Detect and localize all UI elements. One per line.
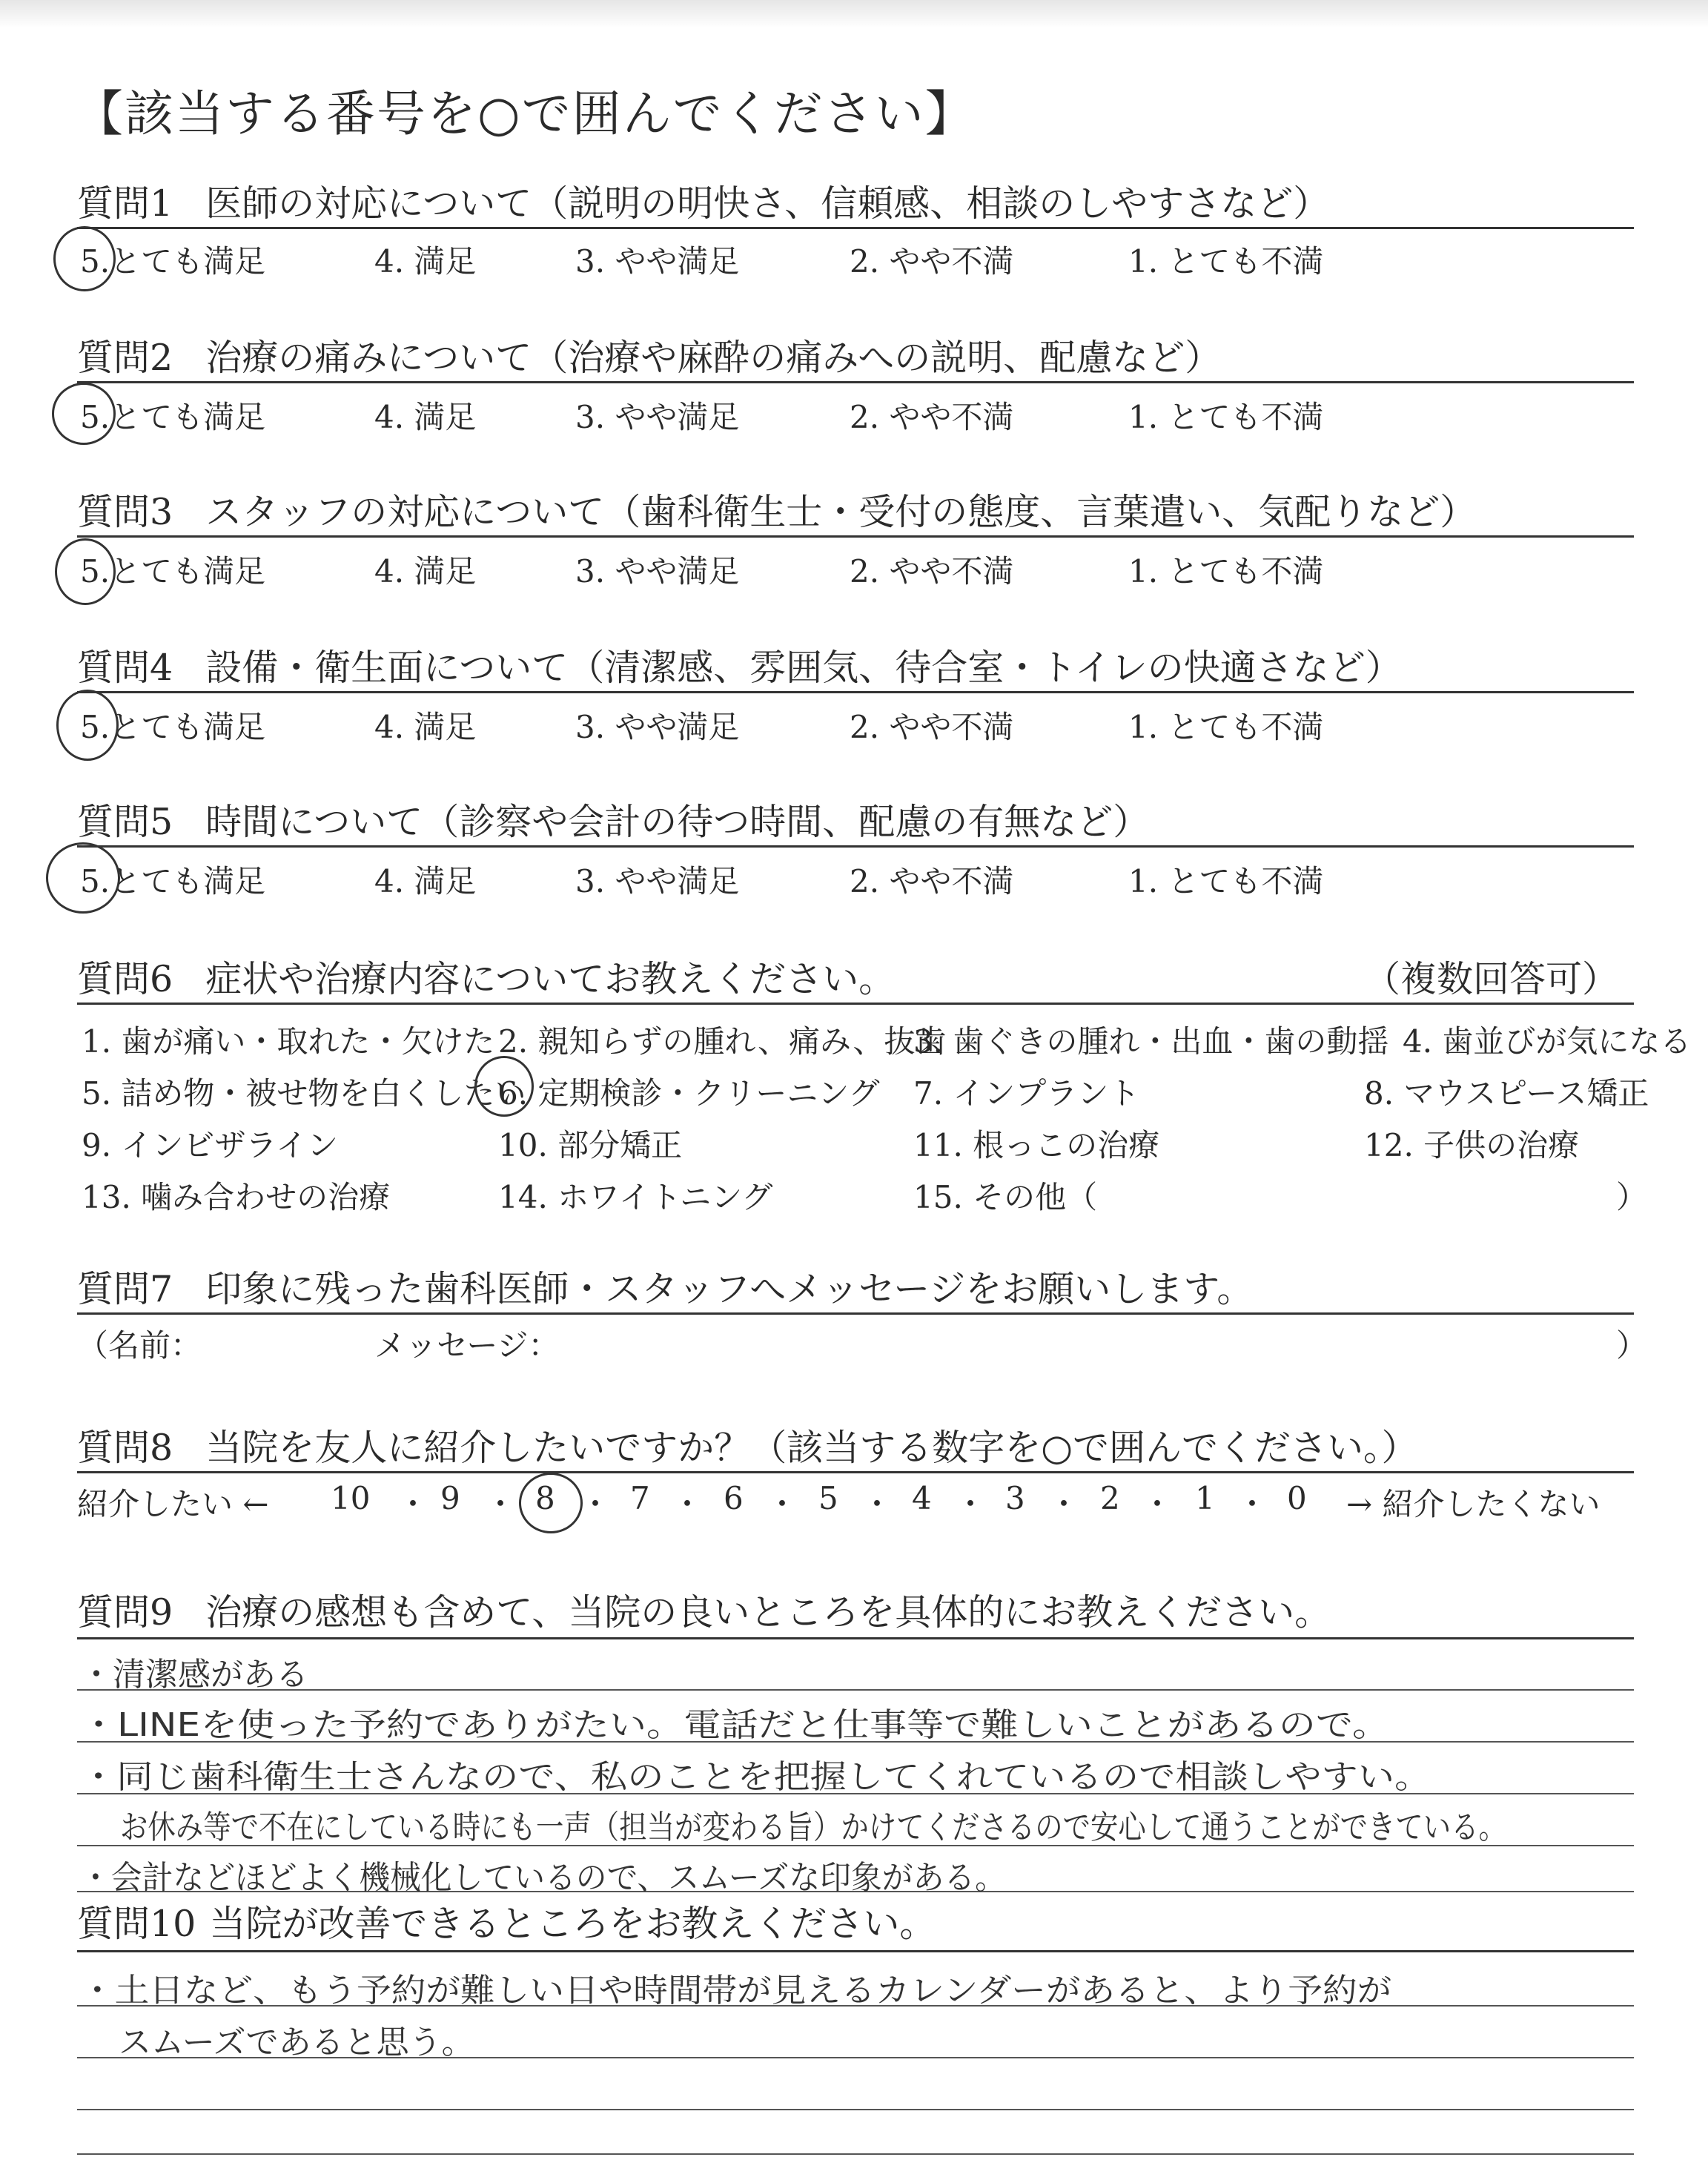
scale-dot: ・ <box>861 1486 893 1522</box>
option-5[interactable]: 5.とても満足 <box>80 243 266 280</box>
option-1[interactable]: 1. とても不満 <box>1128 709 1324 745</box>
scan-top-edge <box>0 0 1708 28</box>
question-2 <box>77 329 1221 381</box>
option-3[interactable]: 3. 歯ぐきの腫れ・出血・歯の動揺 <box>913 1023 1389 1060</box>
question-text: 治療の感想も含めて、当院の良いところを具体的にお教えください。 <box>205 1591 1331 1634</box>
question-rule <box>77 535 1634 538</box>
selection-circle <box>53 226 116 291</box>
option-5[interactable]: 5.とても満足 <box>80 399 266 435</box>
option-4[interactable]: 4. 満足 <box>374 399 477 435</box>
question-rule <box>77 227 1634 229</box>
handwritten-answer: ・清潔感がある <box>80 1656 308 1694</box>
scale-dot: ・ <box>1142 1486 1174 1522</box>
question-text: 印象に残った歯科医師・スタッフへメッセージをお願いします。 <box>205 1268 1254 1310</box>
scale-dot: ・ <box>955 1486 987 1522</box>
question-label: 質問1 <box>77 182 173 225</box>
question-text: 当院を友人に紹介したいですか？（該当する数字を○で囲んでください。） <box>205 1427 1418 1469</box>
scale-value[interactable]: 0 <box>1287 1480 1307 1516</box>
question-text: 当院が改善できるところをお教えください。 <box>209 1903 936 1945</box>
answer-line <box>77 2153 1634 2155</box>
question-text: 医師の対応について（説明の明快さ、信頼感、相談のしやすさなど） <box>205 182 1330 225</box>
option-2[interactable]: 2. やや不満 <box>850 399 1014 435</box>
question-text: 設備・衛生面について（清潔感、雰囲気、待合室・トイレの快適さなど） <box>205 647 1402 689</box>
answer-line <box>77 1689 1634 1691</box>
question-text: スタッフの対応について（歯科衛生士・受付の態度、言葉遣い、気配りなど） <box>205 491 1477 533</box>
handwritten-answer: ・土日など、もう予約が難しい日や時間帯が見えるカレンダーがあると、より予約が <box>80 1972 1392 2009</box>
option-5[interactable]: 5.とても満足 <box>80 553 266 589</box>
question-6 <box>77 951 895 1003</box>
question-label: 質問2 <box>77 337 173 379</box>
question-1 <box>77 175 1329 227</box>
scale-value[interactable]: 10 <box>331 1480 371 1516</box>
scale-dot: ・ <box>1048 1486 1080 1522</box>
option-2[interactable]: 2. やや不満 <box>850 863 1014 899</box>
question-label: 質問3 <box>77 491 173 533</box>
handwritten-answer: ・LINEを使った予約でありがたい。電話だと仕事等で難しいことがあるので。 <box>80 1706 1390 1744</box>
selection-circle <box>46 842 120 914</box>
scale-value[interactable]: 8 <box>535 1480 555 1516</box>
question-rule <box>77 1003 1634 1005</box>
question-text: 治療の痛みについて（治療や麻酔の痛みへの説明、配慮など） <box>205 337 1222 379</box>
scale-value[interactable]: 2 <box>1100 1480 1120 1516</box>
option-5[interactable]: 5.とても満足 <box>80 863 266 899</box>
selection-circle <box>56 690 119 761</box>
scale-right-label: → 紹介したくない <box>1346 1486 1601 1522</box>
scale-value[interactable]: 6 <box>724 1480 744 1516</box>
answer-line <box>77 2109 1634 2110</box>
option-1[interactable]: 1. とても不満 <box>1128 399 1324 435</box>
question-label: 質問6 <box>77 958 173 1000</box>
scale-dot: ・ <box>1237 1486 1268 1522</box>
selection-circle <box>474 1056 534 1117</box>
scale-dot: ・ <box>485 1486 517 1522</box>
question-7 <box>77 1261 1253 1312</box>
option-2[interactable]: 2. やや不満 <box>850 553 1014 589</box>
option-3[interactable]: 3. やや満足 <box>575 709 740 745</box>
question-rule <box>77 381 1634 383</box>
other-close-paren: ） <box>1616 1179 1648 1215</box>
option-3[interactable]: 3. やや満足 <box>575 863 740 899</box>
option-4[interactable]: 4. 満足 <box>374 709 477 745</box>
option-13[interactable]: 13. 噛み合わせの治療 <box>82 1179 391 1215</box>
scale-dot: ・ <box>397 1486 429 1522</box>
scale-value[interactable]: 3 <box>1005 1480 1025 1516</box>
scale-dot: ・ <box>580 1486 612 1522</box>
option-11[interactable]: 11. 根っこの治療 <box>913 1127 1160 1163</box>
name-label: （名前： <box>77 1327 202 1364</box>
handwritten-answer: スムーズであると思う。 <box>119 2024 474 2061</box>
page-title: 【該当する番号を○で囲んでください】 <box>74 85 976 142</box>
question-label: 質問4 <box>77 647 173 689</box>
option-2[interactable]: 2. やや不満 <box>850 243 1014 280</box>
option-5[interactable]: 5.とても満足 <box>80 709 266 745</box>
option-12[interactable]: 12. 子供の治療 <box>1364 1127 1580 1163</box>
question-rule <box>77 1471 1634 1473</box>
option-1[interactable]: 1. とても不満 <box>1128 863 1324 899</box>
question-text: 時間について（診察や会計の待つ時間、配慮の有無など） <box>205 801 1150 843</box>
option-9[interactable]: 9. インビザライン <box>82 1127 339 1163</box>
question-label: 質問10 <box>77 1903 196 1945</box>
scale-value[interactable]: 4 <box>912 1480 932 1516</box>
question-5 <box>77 793 1149 845</box>
scale-dot: ・ <box>767 1486 798 1522</box>
option-2[interactable]: 2. 親知らずの腫れ、痛み、抜歯 <box>498 1023 947 1060</box>
option-4[interactable]: 4. 歯並びが気になる <box>1403 1023 1692 1060</box>
option-4[interactable]: 4. 満足 <box>374 243 477 280</box>
handwritten-answer: お休み等で不在にしている時にも一声（担当が変わる旨）かけてくださるので安心して通うことができている。 <box>120 1809 1506 1846</box>
scale-value[interactable]: 9 <box>440 1480 460 1516</box>
option-5[interactable]: 5. 詰め物・被せ物を白くしたい <box>82 1075 526 1112</box>
scale-value[interactable]: 1 <box>1195 1480 1215 1516</box>
question-9 <box>77 1584 1331 1636</box>
option-3[interactable]: 3. やや満足 <box>575 553 740 589</box>
option-1[interactable]: 1. とても不満 <box>1128 553 1324 589</box>
selection-circle <box>55 538 116 605</box>
option-2[interactable]: 2. やや不満 <box>850 709 1014 745</box>
scale-value[interactable]: 7 <box>630 1480 650 1516</box>
selection-circle <box>52 383 116 445</box>
question-rule <box>77 845 1634 848</box>
option-3[interactable]: 3. やや満足 <box>575 243 740 280</box>
option-1[interactable]: 1. とても不満 <box>1128 243 1324 280</box>
question-10 <box>77 1895 936 1947</box>
question-8 <box>77 1419 1417 1471</box>
option-15[interactable]: 15. その他（ <box>913 1179 1098 1215</box>
option-10[interactable]: 10. 部分矯正 <box>498 1127 683 1163</box>
question-text: 症状や治療内容についてお教えください。 <box>205 958 896 1000</box>
question-4 <box>77 639 1402 691</box>
option-6[interactable]: 6. 定期検診・クリーニング <box>498 1075 880 1112</box>
question-rule <box>77 1637 1634 1639</box>
question-label: 質問7 <box>77 1268 173 1310</box>
question-3 <box>77 483 1476 535</box>
option-4[interactable]: 4. 満足 <box>374 863 477 899</box>
option-1[interactable]: 1. 歯が痛い・取れた・欠けた <box>82 1023 495 1060</box>
option-8[interactable]: 8. マウスピース矯正 <box>1364 1075 1649 1112</box>
option-4[interactable]: 4. 満足 <box>374 553 477 589</box>
scale-left-label: 紹介したい ← <box>77 1486 269 1522</box>
scale-dot: ・ <box>672 1486 704 1522</box>
message-label: メッセージ： <box>374 1327 560 1364</box>
scale-value[interactable]: 5 <box>818 1480 838 1516</box>
question-rule <box>77 691 1634 693</box>
option-14[interactable]: 14. ホワイトニング <box>498 1179 773 1215</box>
question-label: 質問9 <box>77 1591 173 1634</box>
question-rule <box>77 1312 1634 1315</box>
option-7[interactable]: 7. インプラント <box>913 1075 1140 1112</box>
question-label: 質問5 <box>77 801 173 843</box>
handwritten-answer: ・会計などほどよく機械化しているので、スムーズな印象がある。 <box>80 1859 1006 1897</box>
message-close-paren: ） <box>1616 1327 1648 1364</box>
question-rule <box>77 1950 1634 1952</box>
handwritten-answer: ・同じ歯科衛生士さんなので、私のことを把握してくれているので相談しやすい。 <box>80 1758 1431 1796</box>
option-3[interactable]: 3. やや満足 <box>575 399 740 435</box>
selection-circle <box>519 1473 583 1533</box>
question-label: 質問8 <box>77 1427 173 1469</box>
multiple-answers-note: （複数回答可） <box>1364 958 1619 1000</box>
